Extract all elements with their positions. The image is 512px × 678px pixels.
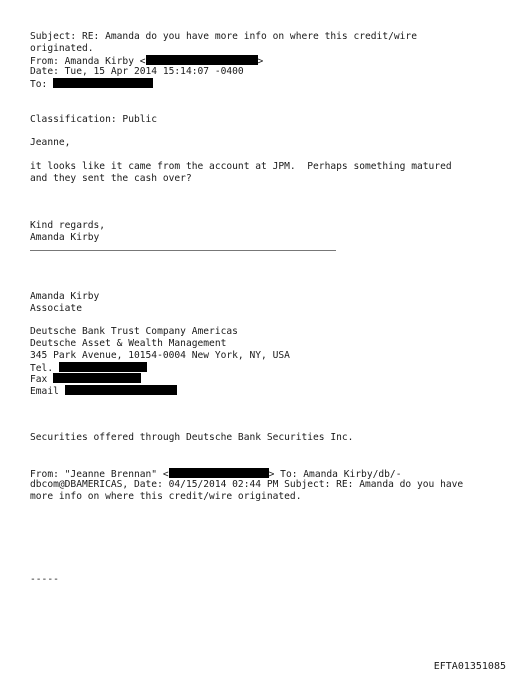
tel-label: Tel. [30,362,54,374]
forwarded-header-line: more info on where this credit/wire originated. [30,491,302,503]
signature-tel [30,362,490,374]
forwarded-header-line [30,468,490,480]
email-label: Email [30,386,59,398]
closing-line: Kind regards, [30,219,106,231]
from-suffix: > [257,55,264,67]
signature-fax [30,373,490,385]
to-line [30,78,490,90]
redacted-email [65,385,177,395]
forwarded-from-label: From: "Jeanne Brennan" < [30,468,169,480]
separator-line: ----- [30,573,59,585]
redacted-from-email [146,55,258,65]
classification-line: Classification: Public [30,113,158,125]
email-document [30,31,490,586]
forwarded-header-line: dbcom@DBAMERICAS, Date: 04/15/2014 02:44 PM Subject: RE: Amanda do you have [30,479,464,491]
forwarded-to: > To: Amanda Kirby/db/- [268,468,402,480]
fax-label: Fax [30,374,48,386]
greeting-line: Jeanne, [30,137,71,149]
date-line: Date: Tue, 15 Apr 2014 15:14:07 -0400 [30,66,244,78]
redacted-to-email [53,78,153,88]
signature-title: Associate [30,302,82,314]
from-line [30,55,490,67]
signature-divider [30,250,336,251]
signature-company: Deutsche Bank Trust Company Americas [30,326,238,338]
signature-address: 345 Park Avenue, 10154-0004 New York, NY, USA [30,349,290,361]
closing-name: Amanda Kirby [30,231,100,243]
signature-division: Deutsche Asset & Wealth Management [30,337,227,349]
subject-line-continued: originated. [30,42,94,54]
message-line: and they sent the cash over? [30,172,192,184]
redacted-tel [59,362,147,372]
redacted-forwarded-email [169,468,269,478]
subject-line: Subject: RE: Amanda do you have more info on where this credit/wire [30,31,417,42]
from-label: From: Amanda Kirby < [30,55,146,67]
disclaimer-line: Securities offered through Deutsche Bank Securities Inc. [30,432,354,444]
redacted-fax [53,373,141,383]
document-id: EFTA01351085 [433,661,506,672]
message-line: it looks like it came from the account at JPM. Perhaps something matured [30,160,452,172]
to-label: To: [30,79,54,91]
signature-name: Amanda Kirby [30,290,100,302]
signature-email [30,385,490,397]
